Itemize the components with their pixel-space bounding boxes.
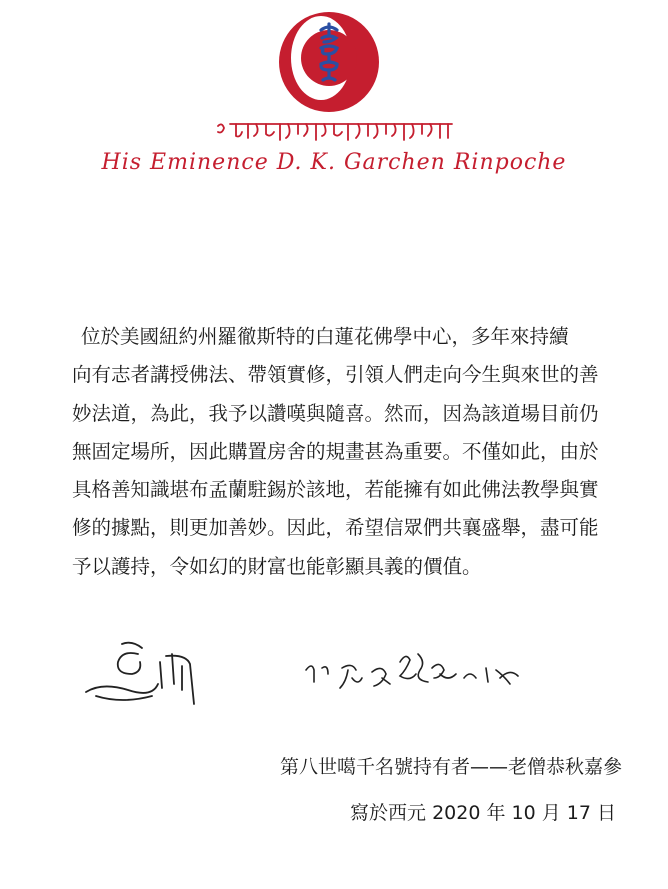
letter-line: 予以護持，令如幻的財富也能彰顯具義的價值。 (72, 554, 482, 578)
letter-line: 妙法道，為此，我予以讚嘆與隨喜。然而，因為該道場目前仍 (72, 401, 599, 425)
letter-line: 具格善知識堪布孟蘭駐錫於該地，若能擁有如此佛法教學與實 (72, 478, 599, 502)
letter-line: 向有志者講授佛法、帶領實修，引領人們走向今生與來世的善 (72, 363, 599, 387)
letter-date: 寫於西元 2020 年 10 月 17 日 (350, 802, 616, 824)
signature-right (300, 648, 525, 703)
letterhead-name: His Eminence D. K. Garchen Rinpoche (101, 150, 567, 175)
letter-line: 位於美國紐約州羅徹斯特的白蓮花佛學中心，多年來持續 (81, 325, 569, 348)
tibetan-title-script (212, 118, 462, 144)
letter-line: 修的據點，則更加善妙。因此，希望信眾們共襄盛舉，盡可能 (72, 516, 599, 540)
letter-line: 無固定場所，因此購置房舍的規畫甚為重要。不僅如此，由於 (72, 439, 599, 463)
seal-emblem-icon (277, 10, 381, 114)
signatory-title: 第八世噶千名號持有者——老僧恭秋嘉參 (279, 756, 622, 778)
letter-body (72, 318, 632, 586)
signature-left (82, 640, 222, 710)
